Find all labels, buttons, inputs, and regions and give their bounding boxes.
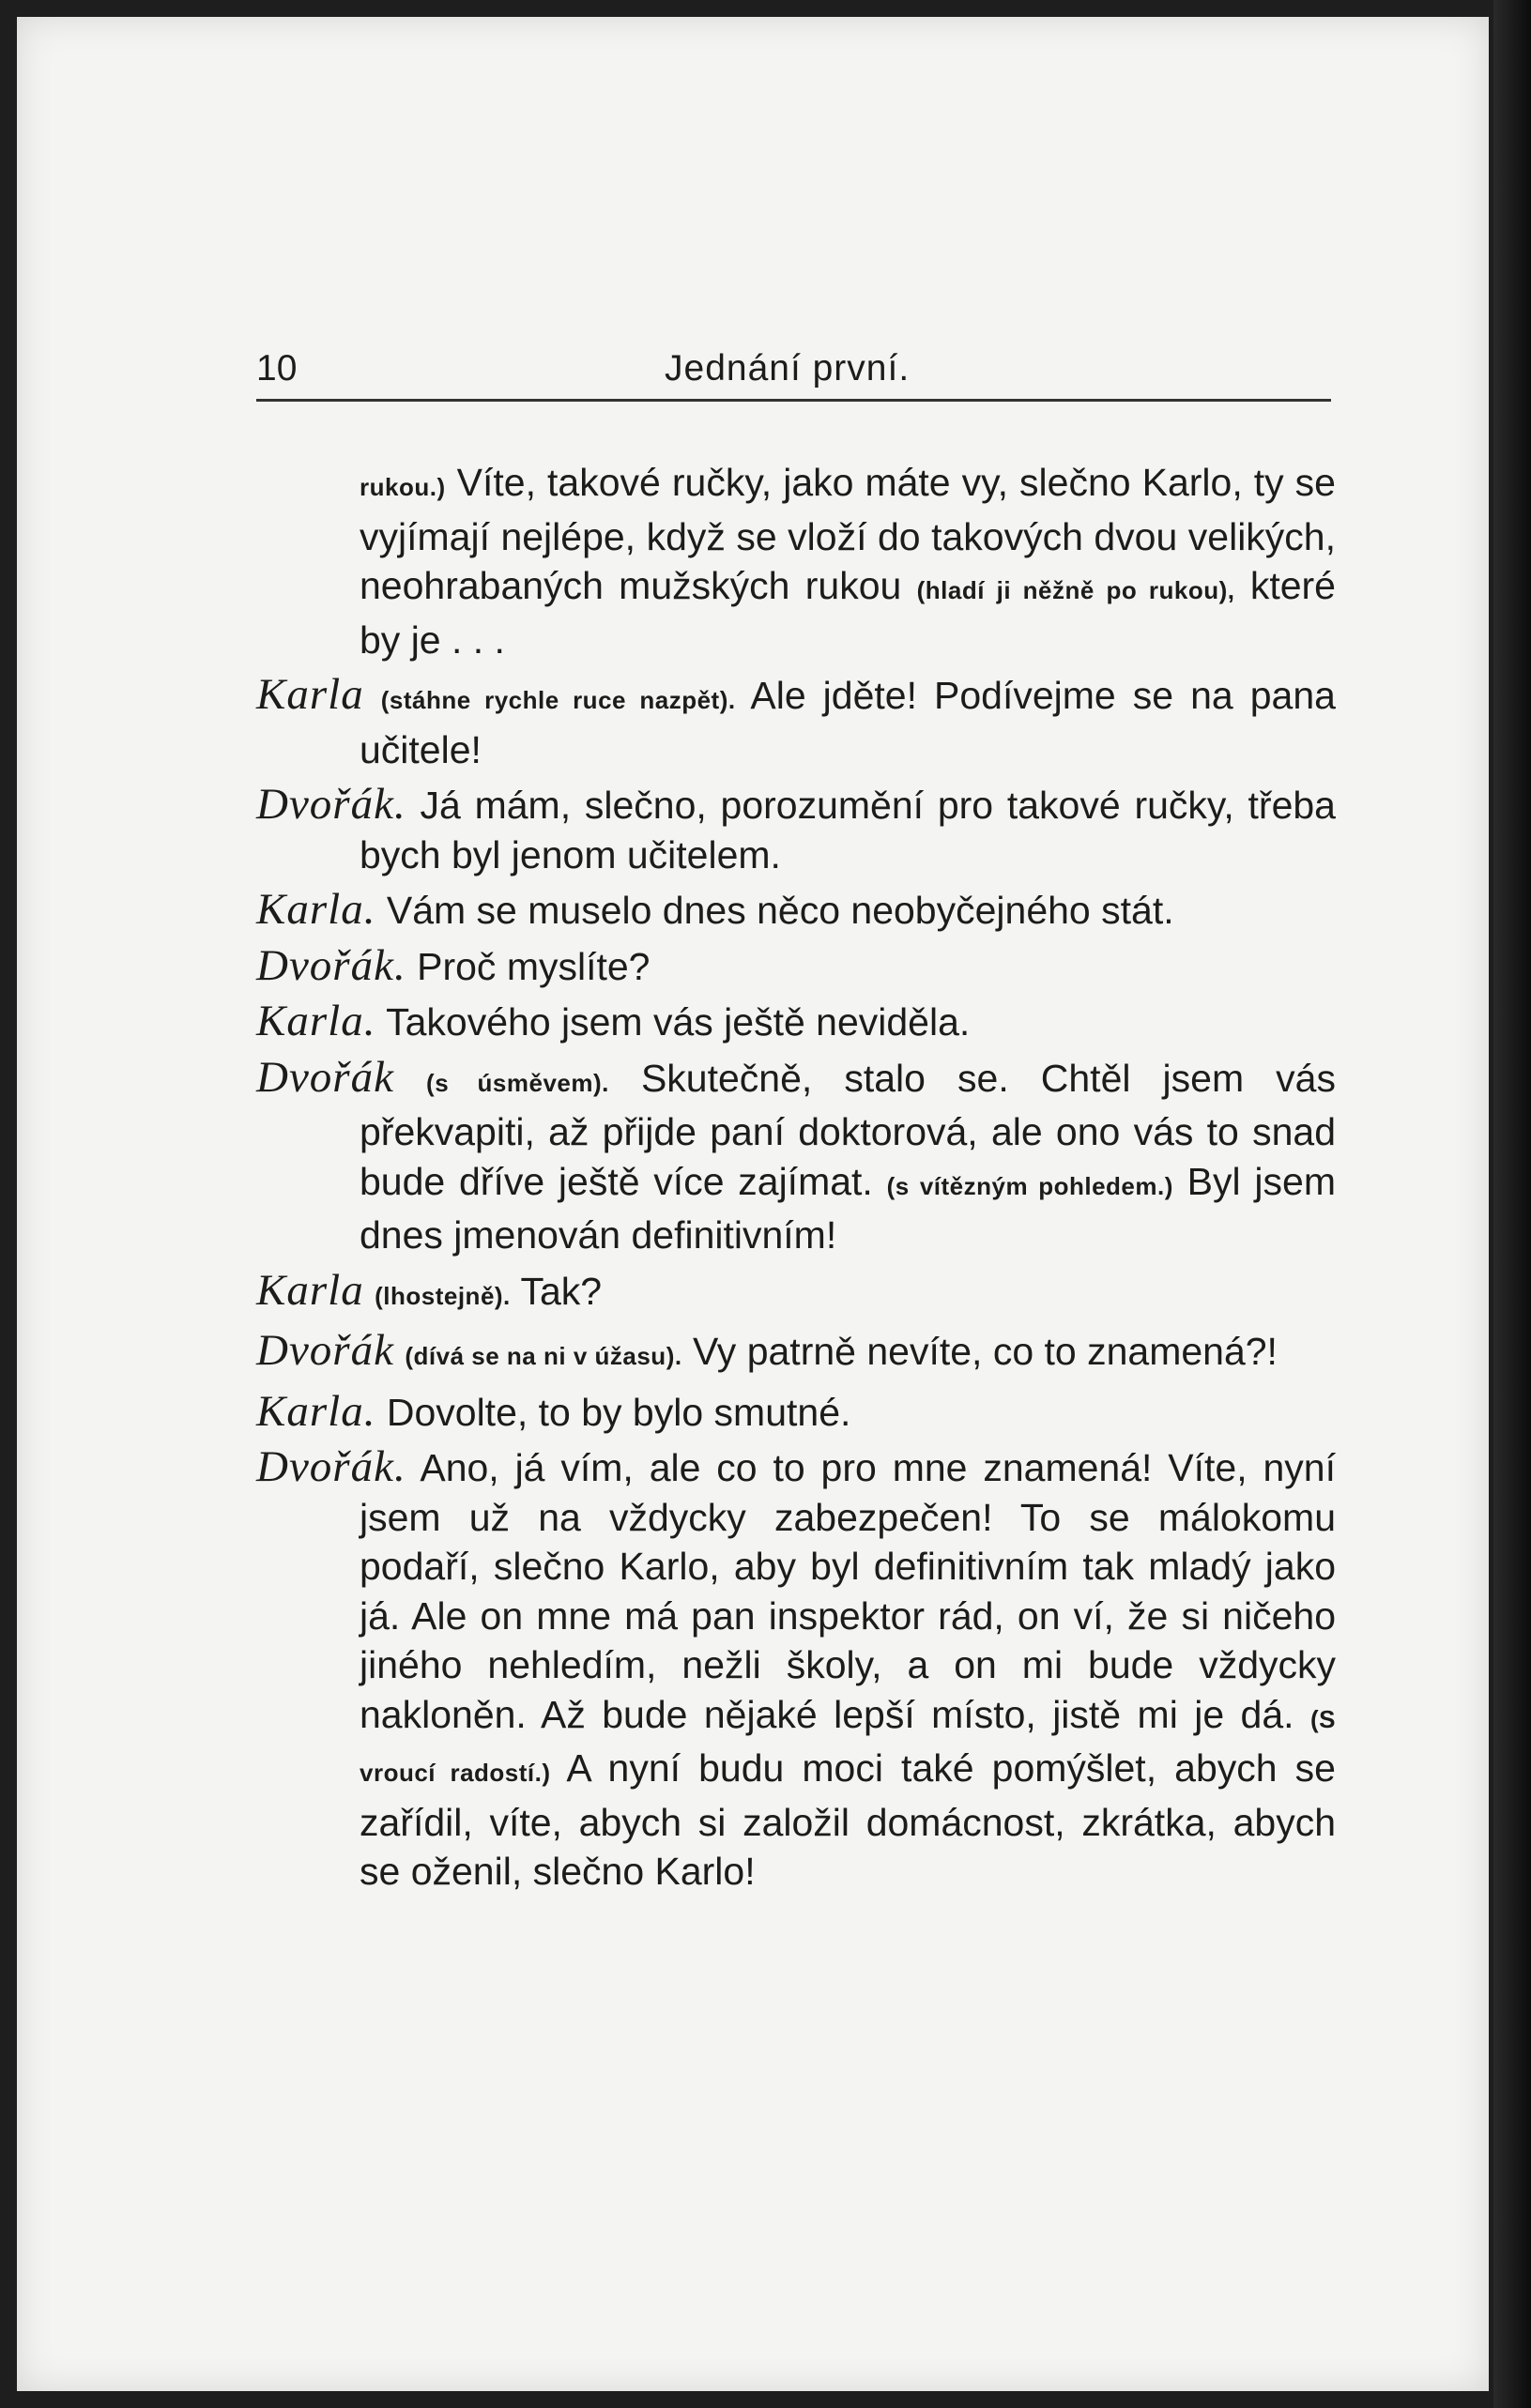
stage-direction: (lhostejně). xyxy=(375,1281,511,1310)
passage-continuation xyxy=(256,458,1336,664)
speech-text: které by je . . . xyxy=(360,564,1336,662)
speech-text: Ale jděte! Podívejme se na pana učitele! xyxy=(360,674,1336,771)
speech-text: Víte, takové ručky, jako máte vy, slečno Karlo, ty se vyjímají nejlépe, když se vloží do takových dvou velikých, neohrabaných mužských rukou xyxy=(360,461,1336,607)
stage-direction: (s úsměvem). xyxy=(426,1068,609,1097)
speech-text: Vy patrně nevíte, co to znamená?! xyxy=(692,1330,1278,1373)
dialogue-line xyxy=(256,1326,1336,1381)
stage-direction: (hladí ji něžně po rukou), xyxy=(916,576,1235,604)
dialogue-line xyxy=(256,941,1336,992)
dialogue-text xyxy=(256,458,1336,1902)
dialogue-line xyxy=(256,670,1336,774)
running-head: Jednání první. xyxy=(665,348,911,389)
speech-text: Já mám, slečno, porozumění pro takové ručky, třeba bych byl jenom učitelem. xyxy=(360,784,1336,876)
speaker-name: Dvořák. xyxy=(256,1442,406,1491)
speaker-name: Dvořák. xyxy=(256,780,406,829)
speech-text: A nyní budu moci také pomýšlet, abych se zařídil, víte, abych si založil domácnost, zkrátka, abych se oženil, slečno Karlo! xyxy=(360,1746,1336,1893)
speaker-name: Karla xyxy=(256,1265,364,1315)
speech-text: Ano, já vím, ale co to pro mne znamená! Víte, nyní jsem už na vždycky zabezpečen! To se málokomu podaří, slečno Karlo, aby byl definitivním tak mladý jako já. Ale on mne má pan inspektor rád, on ví, že si ničeho jiného nehledím, nežli školy, a on mi bude vždycky nakloněn. Až bude nějaké lepší místo, jistě mi je dá. xyxy=(360,1446,1336,1736)
speaker-name: Dvořák xyxy=(256,1326,394,1375)
speech-text: Byl jsem dnes jmenován definitivním! xyxy=(360,1159,1336,1257)
speaker-name: Karla. xyxy=(256,997,376,1045)
speech-text: Proč myslíte? xyxy=(417,944,651,988)
book-binding-edge xyxy=(1493,0,1531,2408)
stage-direction: (dívá se na ni v úžasu). xyxy=(405,1342,682,1370)
dialogue-line xyxy=(256,1053,1336,1260)
dialogue-line xyxy=(256,1266,1336,1321)
book-page xyxy=(17,17,1489,2391)
page-header xyxy=(256,341,1331,402)
speaker-name: Dvořák xyxy=(256,1052,394,1102)
speech-text: Dovolte, to by bylo smutné. xyxy=(386,1390,851,1434)
dialogue-line xyxy=(256,885,1336,936)
speech-text: Tak? xyxy=(520,1269,603,1313)
speaker-name: Karla. xyxy=(256,885,376,934)
dialogue-line xyxy=(256,1387,1336,1438)
speech-text: Takového jsem vás ještě neviděla. xyxy=(386,1000,971,1044)
stage-direction: (s vítězným pohledem.) xyxy=(886,1171,1173,1200)
stage-direction: (stáhne rychle ruce nazpět). xyxy=(380,686,736,714)
speaker-name: Dvořák. xyxy=(256,940,406,990)
speech-text: Vám se muselo dnes něco neobyčejného stát. xyxy=(386,889,1174,932)
dialogue-line xyxy=(256,780,1336,879)
speaker-name: Karla. xyxy=(256,1386,376,1436)
stage-direction: rukou.) xyxy=(360,473,446,501)
speaker-name: Karla xyxy=(256,670,364,719)
dialogue-line xyxy=(256,997,1336,1047)
stage-direction: (S vroucí radostí.) xyxy=(360,1704,1336,1787)
page-number: 10 xyxy=(256,348,298,389)
dialogue-line xyxy=(256,1442,1336,1897)
speech-text: Skutečně, stalo se. Chtěl jsem vás překvapiti, až přijde paní doktorová, ale ono vás to snad bude dříve ještě více zajímat. xyxy=(360,1056,1336,1203)
